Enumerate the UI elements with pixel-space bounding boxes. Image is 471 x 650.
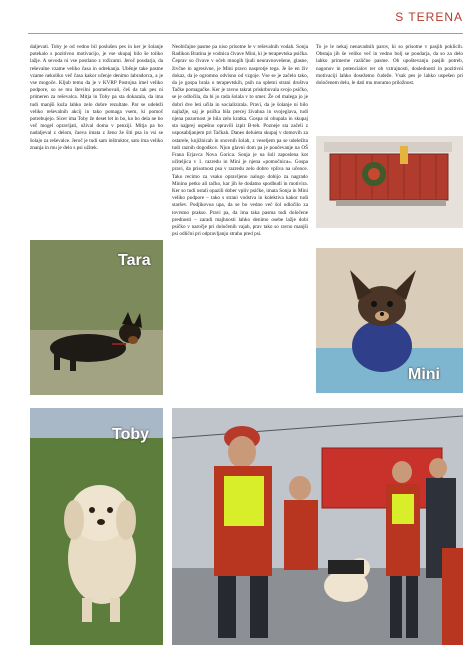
section-title: S TERENA — [395, 10, 463, 24]
article-column-3: To je le nekaj nenavadnih parov, ki so prisotne v pasjih poklicih. Obstaja jih še veliko več in vedno bolj se poudarja, da so za delo lahko primerne različne pasme. Ob upoštevanju pasjih potreb, nagonov in potencialov ter ob vztrajnosti, doslednosti in pozitivni motivaciji lahko dosežemo čudeže. Vsak pes je lahko uspešen pri določenem delu, le dati mu moramo priložnost. — [316, 44, 463, 87]
photo-mini-illustration — [316, 248, 463, 393]
photo-rescue-team — [172, 408, 463, 645]
header-rule — [28, 33, 463, 34]
photo-toby — [30, 408, 163, 645]
article-column-2: Neobičajne pasme pa niso prisotne le v reševalnih vodah. Sonja Radikon Bratina je vodnica čivave Mini, ki je terapevtska psička. Čeprav so čivave v očeh mnogih ljudi neuravnovešene, glasne, živčne in agresivne, je Mini pravo nasprotje tega. Je še en živ dokaz, da je ogromno odvisno od vzgoje. Vse se je začelo tako, da je gospa brala o terapevtskih, psih na spletni strani društva Tačke pomagačke. Ker je ravno takrat priskrbovala svojo psičko, se je odločila, da bi jo rada šolala v to smer. Že od malega jo je dobri dve leti učila in socializirala. Pravi, da je šolanje ni bilo najlažje, saj je psička bila precej živahna in svojeglava, tudi njena pozornost je bila zelo kratka. Gospa ni obupala in skupaj sta najprej uspešno opravili izpit B-teh. Pozneje sta začeli z usposabljanjem pri Tačkah. Danes deluieta skupaj v domovih za ostarele, knjižnicah in snovnih šolah, z veseljem pa se udeležita tudi raznih dogodkov. Njun glavni dom pa je poučevanje na OŠ Frana Erjavca Nova Gorica. Sonja je na šoli zaposlena kot učiteljica v 1. razredu in Mini je njena »pomočnica«. Gospa pravi, da prisotnost psa v razredu zelo dobro vpliva na učence. Tako recimo za vsako opravljeno nalogo dobijo za nagrado Minino petko ali tačko, kar jih še dodatno spodbudi in motivira. Ker so tudi ostali opazili dober vpliv psičke, imata Sonja in Mini veliko podpore – tako s strani vodstva in kolektiva kakor tudi staršev. Podjikovoa upa, da se bo vedno več šol odločilo za tovrstno prakso. Pravi pa, da ima taka pasma tudi določene prednosti – zaradi majhnosti lahko denimo osebe lažje dobi psičko v naročje pri določenih vajah, prav tako so ravno manjši psi odlični pri odpravljanju strahu pred psi. — [172, 44, 308, 238]
photo-caption-toby: Toby — [112, 426, 150, 443]
photo-rescue-illustration — [172, 408, 463, 645]
photo-mini — [316, 248, 463, 393]
photo-caption-mini: Mini — [408, 366, 440, 383]
photo-caption-tara: Tara — [118, 252, 151, 269]
photo-tara — [30, 240, 163, 395]
photo-balcony — [316, 136, 463, 228]
photo-balcony-illustration — [316, 136, 463, 228]
page-header — [0, 0, 471, 36]
article-column-1: daljevati. Toby je od vedno bil poslušen pes in ker je šolanje potekalo s pozitivno motivacijo, je vse skupaj bilo še toliko lažje. A sevoda ni vse postlano z rožicami. Jeroč poudarja, da reševalne vzame veliko časa in odrekanja. Uběnje take pasme vzame nekoliko več časa kakor učenje denimo labradorca, a je vse mogoče. Kljub temu da je v KVRP Postojna imel veliko podpore, so se mu številni posmehovali, češ da tak pes ni primeren za reševalca. Mitja in Toby pa sta dokazala, da ima tudi manjši kuža lahko zelo dobre rezultate. Par se udeleži veliko reševalnih akcij in tako pomaga vsem, ki pomoč potrebujejo. Sicer ima Toby že deset let in bo, ko bo dela ne bo več mogel opravljati, užival doma v penziji. Mitja pa bo nadaljeval z delom, čaeva imata z ženo že šiti psa in vsi se šolajo za reševalce. Jeroč je tudi sam inštruktor, sato ima veliko znanja in mu je delo s psi užitek. — [30, 44, 163, 151]
